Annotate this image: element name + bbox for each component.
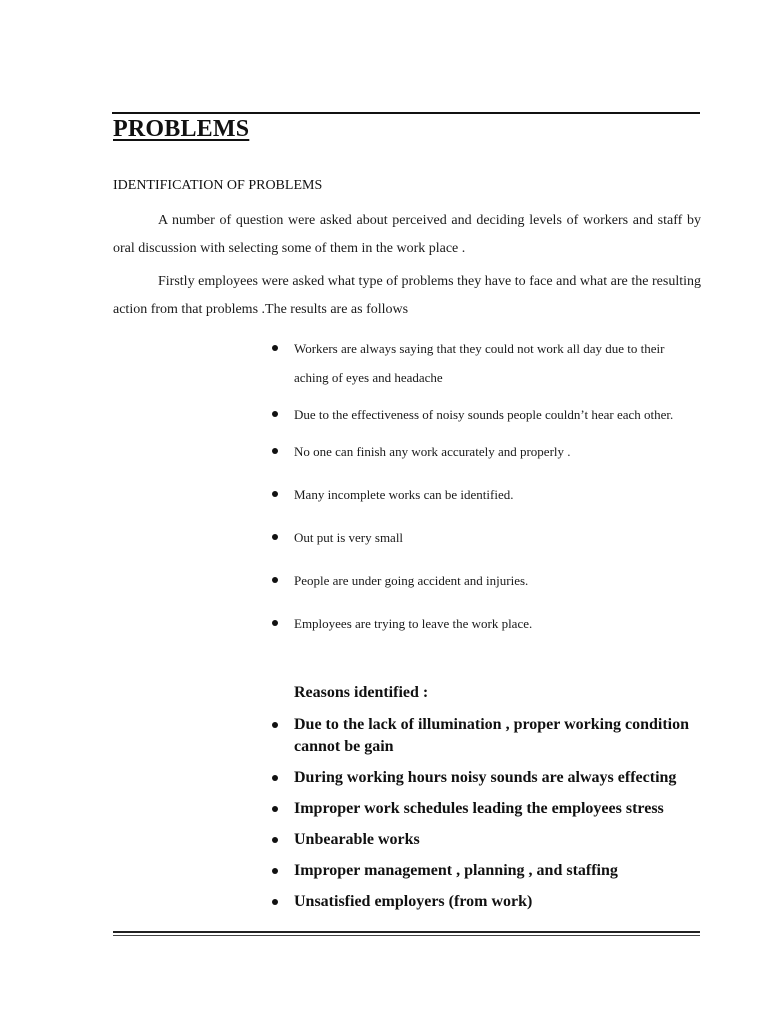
bullet-icon	[272, 491, 278, 497]
result-item	[270, 334, 700, 392]
result-text: Many incomplete works can be identified.	[294, 487, 514, 502]
reason-text: Improper management , planning , and staffing	[294, 862, 618, 879]
reason-item	[270, 714, 700, 758]
reason-text: Unbearable works	[294, 831, 420, 848]
reason-item	[270, 767, 700, 789]
bullet-icon	[272, 722, 278, 728]
bullet-icon	[272, 837, 278, 843]
result-item	[270, 400, 700, 429]
result-item	[270, 437, 700, 466]
bullet-icon	[272, 577, 278, 583]
result-text: Due to the effectiveness of noisy sounds people couldn’t hear each other.	[294, 407, 674, 422]
bullet-icon	[272, 620, 278, 626]
reason-text: Improper work schedules leading the employees stress	[294, 800, 664, 817]
reason-item	[270, 798, 700, 820]
reason-text: During working hours noisy sounds are always effecting	[294, 769, 677, 786]
bottom-rule	[113, 931, 700, 933]
section-heading: IDENTIFICATION OF PROBLEMS	[113, 178, 323, 193]
bullet-icon	[272, 345, 278, 351]
result-item	[270, 566, 700, 595]
top-rule	[112, 112, 700, 114]
bullet-icon	[272, 534, 278, 540]
reasons-heading: Reasons identified :	[294, 684, 429, 701]
bullet-icon	[272, 899, 278, 905]
page-title: PROBLEMS	[113, 116, 250, 142]
reasons-list	[270, 714, 700, 922]
bullet-icon	[272, 868, 278, 874]
result-text: Workers are always saying that they could not work all day due to their aching of eyes and headache	[294, 341, 665, 385]
bullet-icon	[272, 775, 278, 781]
result-text: People are under going accident and injuries.	[294, 573, 529, 588]
reason-text: Unsatisfied employers (from work)	[294, 893, 533, 910]
bottom-rule-thin	[113, 935, 700, 936]
paragraph-intro: A number of question were asked about perceived and deciding levels of workers and staff by oral discussion with selecting some of them in the work place .	[113, 213, 701, 256]
reason-item	[270, 829, 700, 851]
bullet-icon	[272, 411, 278, 417]
result-text: No one can finish any work accurately and properly .	[294, 444, 571, 459]
result-text: Out put is very small	[294, 530, 404, 545]
reason-item	[270, 891, 700, 913]
bullet-icon	[272, 806, 278, 812]
result-text: Employees are trying to leave the work place.	[294, 616, 533, 631]
reason-item	[270, 860, 700, 882]
paragraph-method: Firstly employees were asked what type of problems they have to face and what are the resulting action from that problems .The results are as follows	[113, 274, 701, 317]
reason-text: Due to the lack of illumination , proper working condition cannot be gain	[294, 716, 689, 755]
result-item	[270, 609, 700, 638]
result-item	[270, 480, 700, 509]
result-item	[270, 523, 700, 552]
results-list	[270, 334, 700, 652]
bullet-icon	[272, 448, 278, 454]
